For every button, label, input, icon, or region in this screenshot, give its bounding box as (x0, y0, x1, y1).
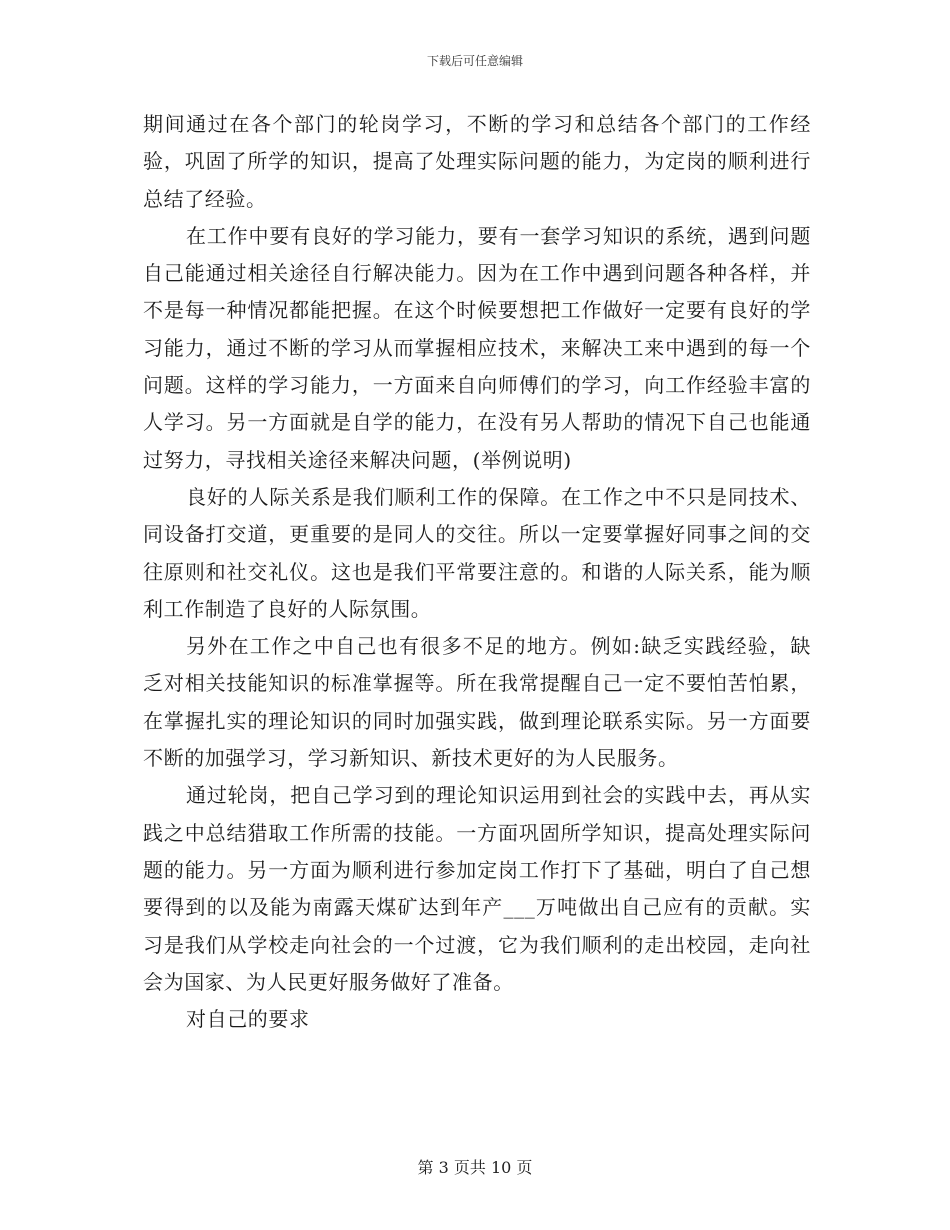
paragraph-5: 通过轮岗，把自己学习到的理论知识运用到社会的实践中去，再从实践之中总结猎取工作所需的技能。一方面巩固所学知识，提高处理实际问题的能力。另一方面为顺利进行参加定岗工作打下了基础，明白了自己想要得到的以及能为南露天煤矿达到年产___万吨做出自己应有的贡献。实习是我们从学校走向社会的一个过渡，它为我们顺利的走出校园，走向社会为国家、为人民更好服务做好了准备。 (143, 783, 811, 994)
section-heading: 对自己的要求 (186, 1007, 310, 1032)
page-number: 第 3 页共 10 页 (417, 1158, 533, 1177)
paragraph-2: 在工作中要有良好的学习能力，要有一套学习知识的系统，遇到问题自己能通过相关途径自行解决能力。因为在工作中遇到问题各种各样，并不是每一种情况都能把握。在这个时候要想把工作做好一定要有良好的学习能力，通过不断的学习从而掌握相应技术，来解决工来中遇到的每一个问题。这样的学习能力，一方面来自向师傅们的学习，向工作经验丰富的人学习。另一方面就是自学的能力，在没有另人帮助的情况下自己也能通过努力，寻找相关途径来解决问题，(举例说明) (143, 223, 811, 472)
page-header-note: 下载后可任意编辑 (426, 54, 523, 68)
paragraph-1: 期间通过在各个部门的轮岗学习，不断的学习和总结各个部门的工作经验，巩固了所学的知识，提高了处理实际问题的能力，为定岗的顺利进行总结了经验。 (143, 112, 811, 211)
paragraph-3: 良好的人际关系是我们顺利工作的保障。在工作之中不只是同技术、同设备打交道，更重要的是同人的交往。所以一定要掌握好同事之间的交往原则和社交礼仪。这也是我们平常要注意的。和谐的人际关系，能为顺利工作制造了良好的人际氛围。 (143, 484, 811, 621)
paragraph-4: 另外在工作之中自己也有很多不足的地方。例如:缺乏实践经验，缺乏对相关技能知识的标准掌握等。所在我常提醒自己一定不要怕苦怕累，在掌握扎实的理论知识的同时加强实践，做到理论联系实际。另一方面要不断的加强学习，学习新知识、新技术更好的为人民服务。 (143, 634, 811, 771)
document-body (143, 106, 811, 1038)
